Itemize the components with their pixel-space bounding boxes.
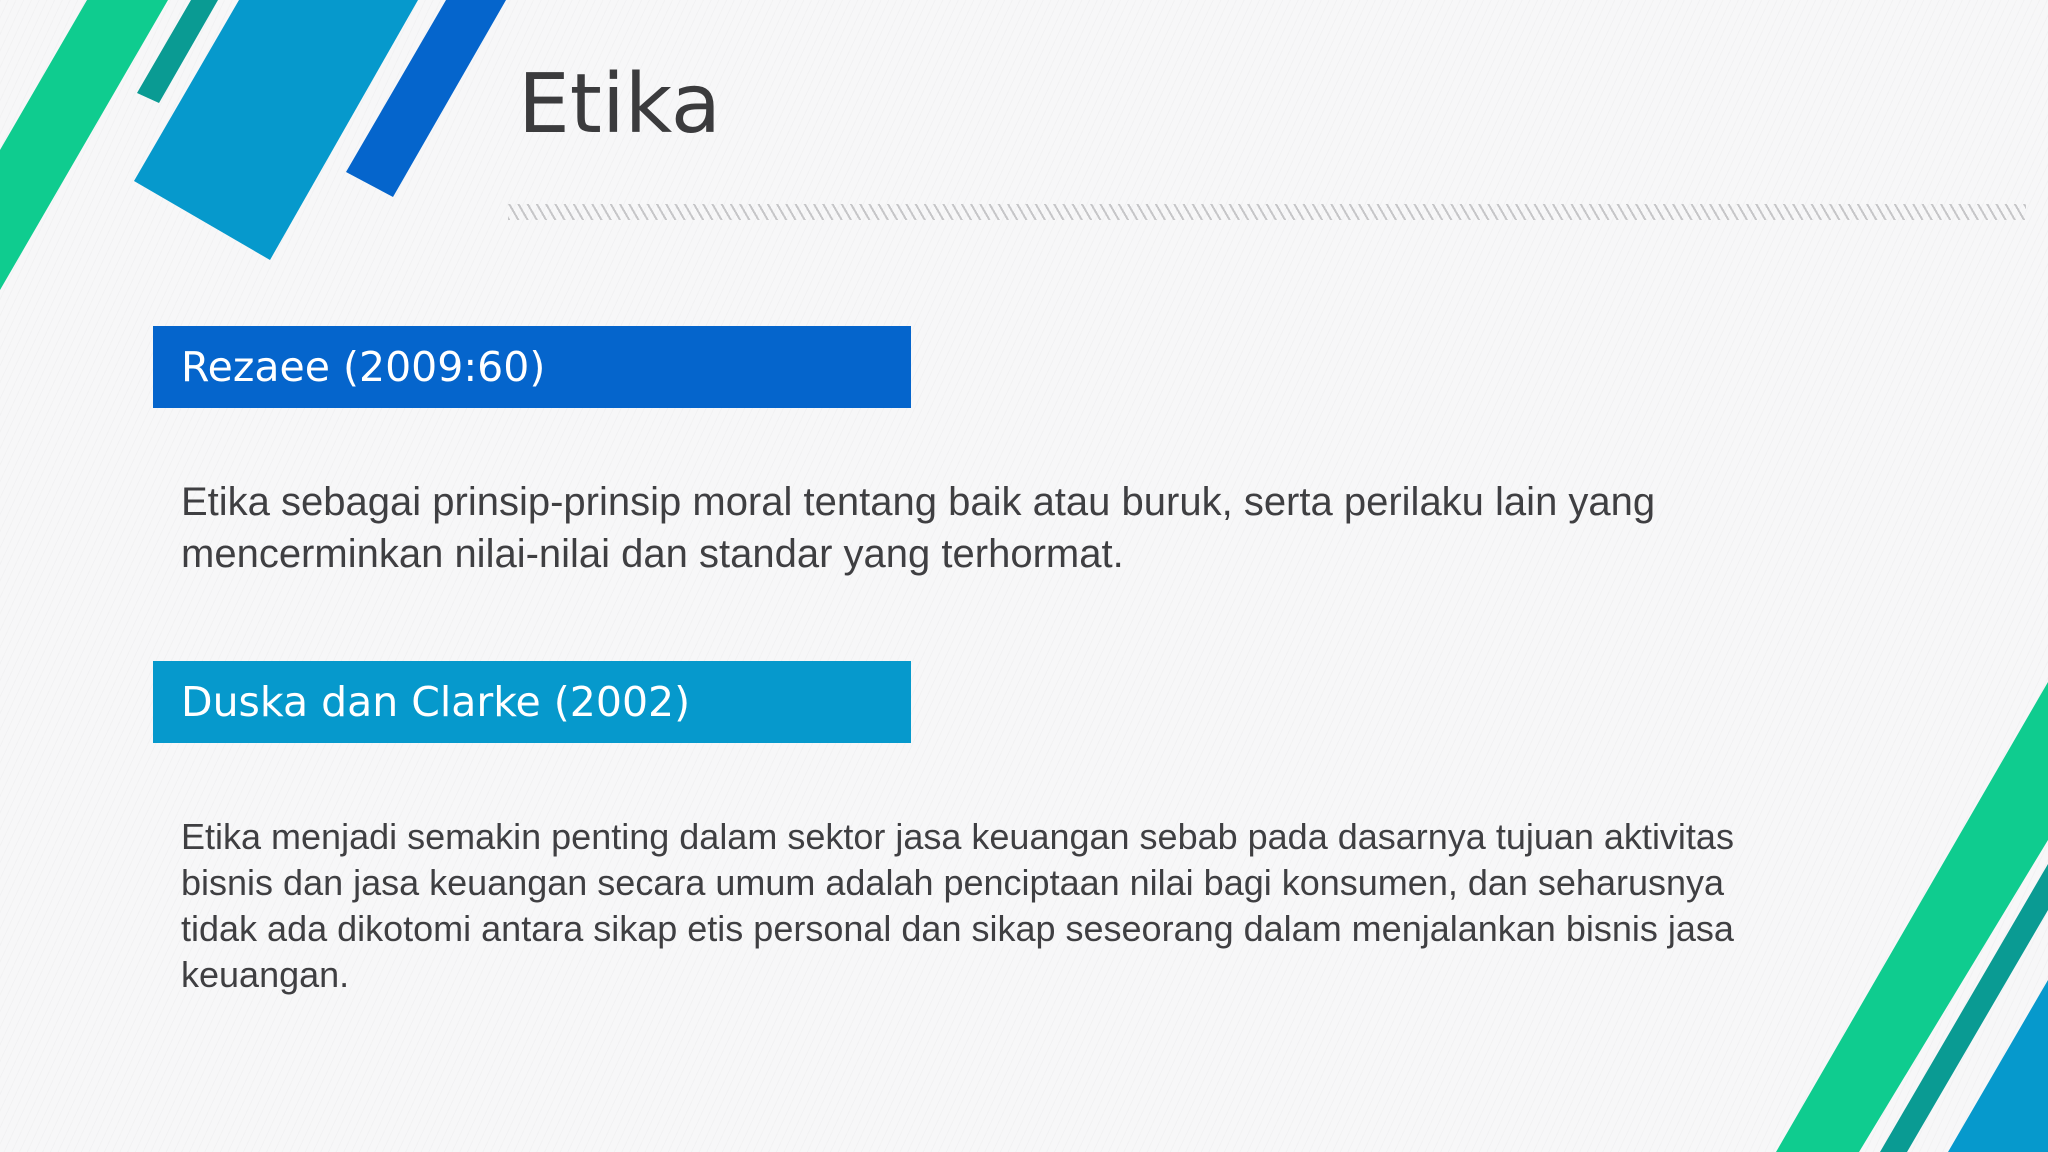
section-label-text: Rezaee (2009:60) bbox=[181, 343, 546, 391]
section-label-rezaee bbox=[153, 326, 911, 408]
stripe-cyan-bottom-right bbox=[1948, 980, 2048, 1152]
slide-title: Etika bbox=[518, 57, 722, 152]
section-text-duska-clarke: Etika menjadi semakin penting dalam sektor jasa keuangan sebab pada dasarnya tujuan aktivitas bisnis dan jasa keuangan secara umum adalah penciptaan nilai bagi konsumen, dan seharusnya tidak ada dikotomi antara sikap etis personal dan sikap seseorang dalam menjalankan bisnis jasa keuangan. bbox=[181, 816, 1734, 995]
section-text-rezaee: Etika sebagai prinsip-prinsip moral tentang baik atau buruk, serta perilaku lain yang mencerminkan nilai-nilai dan standar yang terhormat. bbox=[181, 480, 1656, 576]
section-label-duska-clarke bbox=[153, 661, 911, 743]
stripe-green-top-left bbox=[0, 0, 168, 290]
section-label-text: Duska dan Clarke (2002) bbox=[181, 678, 691, 726]
title-hatch-divider bbox=[508, 204, 2026, 220]
